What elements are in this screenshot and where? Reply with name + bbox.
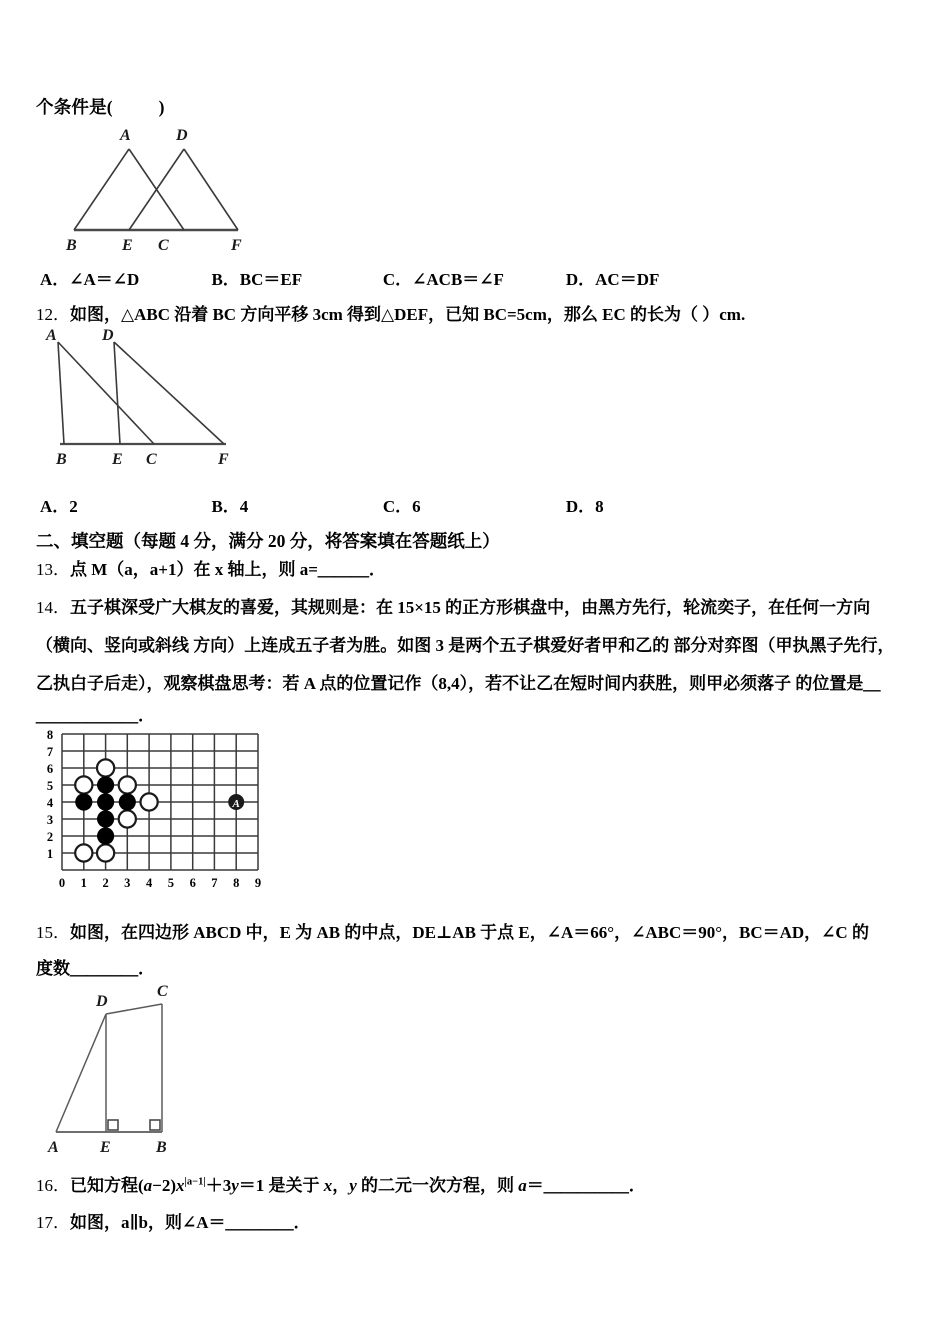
q16-part-1: 已知方程( [70, 1176, 144, 1195]
y-tick: 8 [46, 728, 54, 742]
q12-option-b[interactable] [211, 494, 382, 520]
label-B: B [156, 1139, 167, 1156]
segment-DE [114, 342, 120, 444]
two-overlapping-triangles-svg [56, 122, 266, 257]
q11-option-a[interactable] [40, 267, 211, 293]
label-D: D [102, 328, 114, 344]
white-stones-group [75, 759, 158, 861]
q16-var-x: x [176, 1176, 185, 1195]
q12-option-a[interactable] [40, 494, 211, 520]
q15-figure [30, 982, 230, 1157]
black-stone [97, 793, 114, 810]
q15-line-2: 度数＿＿＿＿． [36, 959, 155, 978]
q14-line-2: （横向、竖向或斜线 方向）上连成五子者为胜。如图 3 是两个五子棋爱好者甲和乙的 部分对弈图（甲执黑子先行， [36, 636, 895, 655]
label-C: C [157, 983, 168, 1000]
q11-option-b-key: B． [211, 270, 240, 289]
y-tick: 5 [46, 779, 54, 793]
q11-options-row [40, 267, 720, 293]
q16-part-4: ＝1 是关于 [238, 1176, 324, 1195]
q16-var-y2: y [349, 1176, 357, 1195]
label-E: E [100, 1139, 111, 1156]
q16-var-x2: x [323, 1176, 333, 1195]
label-A: A [120, 127, 131, 144]
q11-option-a-text: ∠A＝∠D [69, 270, 140, 289]
y-tick: 4 [46, 796, 54, 810]
q16-var-y: y [231, 1176, 239, 1195]
q12-option-c-text: 6 [412, 497, 421, 516]
q11-option-a-key: A． [40, 270, 70, 289]
q12-option-a-key: A． [40, 497, 70, 516]
segment-AD [56, 1014, 106, 1132]
q11-option-c-key: C． [382, 270, 413, 289]
board-x-ticks [59, 876, 261, 890]
q12-figure [36, 328, 256, 468]
q12-option-d-key: D． [565, 497, 596, 516]
q14-line-1 [36, 594, 926, 621]
q12-option-c-key: C． [382, 497, 413, 516]
marked-point-label: A [232, 798, 240, 810]
q12-option-d-text: 8 [595, 497, 604, 516]
x-tick: 1 [80, 876, 87, 890]
white-stone [75, 776, 92, 793]
q11-option-b[interactable] [211, 267, 382, 293]
q13-text: 点 M（a，a+1）在 x 轴上，则 a=＿＿＿． [70, 560, 386, 579]
x-tick: 2 [102, 876, 109, 890]
segment-AC [58, 342, 154, 444]
q16-part-5: ， [332, 1176, 350, 1195]
white-stone [97, 759, 114, 776]
q12-option-a-text: 2 [69, 497, 78, 516]
q16-part-6: 的二元一次方程，则 [356, 1176, 519, 1195]
q17-text: 如图，a∥b，则∠A＝＿＿＿＿． [70, 1213, 311, 1232]
board-y-ticks [47, 728, 54, 861]
q11-option-d-key: D． [565, 270, 596, 289]
marked-point-A [228, 794, 244, 810]
q12-stem-line [36, 301, 916, 328]
q11-option-d[interactable] [566, 267, 720, 293]
q14-text-line1: 五子棋深受广大棋友的喜爱，其规则是：在 15×15 的正方形棋盘中，由黑方先行，轮流奕子，在任何一方向 [70, 598, 871, 617]
segment-DF [184, 149, 238, 230]
q11-stem-tail-text: 个条件是( ) [36, 97, 165, 117]
q16-part-7: ＝＿＿＿＿＿． [526, 1176, 646, 1195]
q12-option-d[interactable] [566, 494, 720, 520]
y-tick: 2 [46, 830, 54, 844]
q16-var-a2: a [518, 1176, 527, 1195]
y-tick: 1 [46, 847, 54, 861]
q17-line [36, 1209, 926, 1236]
white-stone [119, 810, 136, 827]
label-F: F [218, 451, 229, 468]
label-C: C [158, 237, 169, 254]
black-stone [119, 793, 136, 810]
x-tick: 6 [189, 876, 196, 890]
q12-option-b-text: 4 [239, 497, 249, 516]
q16-part-3: ＋3 [205, 1176, 232, 1195]
q14-line-3: 乙执白子后走），观察棋盘思考：若 A 点的位置记作（8,4），若不让乙在短时间内获胜，则甲必须落子 的位置是＿ [36, 674, 881, 693]
q16-exponent: |a−1| [184, 1176, 206, 1188]
q11-figure [56, 122, 266, 257]
q13-line [36, 556, 916, 583]
x-tick: 7 [211, 876, 218, 890]
x-tick: 0 [58, 876, 66, 890]
q12-stem-text: 如图，△ABC 沿着 BC 方向平移 3cm 得到△DEF，已知 BC=5cm，那么 EC 的长为（ ）cm. [70, 305, 746, 324]
label-E: E [112, 451, 123, 468]
q14-line-4: ＿＿＿＿＿＿． [36, 706, 155, 725]
q11-option-c-text: ∠ACB＝∠F [412, 270, 504, 289]
q16-part-2: −2) [152, 1176, 177, 1195]
white-stone [75, 844, 92, 861]
section-2-heading: 二、填空题（每题 4 分，满分 20 分，将答案填在答题纸上） [36, 531, 500, 551]
black-stone [97, 776, 114, 793]
segment-DF [114, 342, 224, 444]
q15-line-1 [36, 919, 926, 946]
q14-gomoku-board-figure [36, 724, 286, 894]
q12-options-row [40, 494, 720, 520]
q17-number: 17． [36, 1213, 70, 1232]
white-stone [119, 776, 136, 793]
q12-number: 12． [36, 305, 70, 324]
q12-option-c[interactable] [383, 494, 566, 520]
y-tick: 6 [46, 762, 54, 776]
white-stone [97, 844, 114, 861]
black-stone [97, 810, 114, 827]
black-stone [97, 827, 114, 844]
label-C: C [146, 451, 157, 468]
q16-var-a: a [143, 1176, 153, 1195]
right-angle-mark-E [108, 1120, 118, 1130]
segment-BA [74, 149, 129, 230]
segment-AB [58, 342, 64, 444]
q11-option-b-text: BC＝EF [239, 270, 303, 289]
label-D: D [176, 127, 188, 144]
label-A: A [46, 328, 57, 344]
x-tick: 5 [167, 876, 175, 890]
label-F: F [231, 237, 242, 254]
label-A: A [48, 1139, 59, 1156]
q14-number: 14． [36, 598, 70, 617]
q11-stem-tail-line [36, 94, 165, 121]
y-tick: 7 [46, 745, 54, 759]
x-tick: 3 [124, 876, 131, 890]
right-angle-mark-B [150, 1120, 160, 1130]
label-E: E [122, 237, 133, 254]
q12-option-b-key: B． [211, 497, 240, 516]
gomoku-board-svg [36, 724, 286, 894]
q16-number: 16． [36, 1176, 70, 1195]
label-B: B [56, 451, 67, 468]
q11-option-d-text: AC＝DF [595, 270, 660, 289]
translated-triangle-svg [36, 328, 256, 468]
y-tick: 3 [46, 813, 54, 827]
q16-line [36, 1172, 926, 1199]
q11-option-c[interactable] [383, 267, 566, 293]
label-D: D [96, 993, 108, 1010]
quadrilateral-ABCD-svg [30, 982, 230, 1157]
x-tick: 9 [254, 876, 262, 890]
x-tick: 8 [233, 876, 240, 890]
white-stone [141, 793, 158, 810]
x-tick: 4 [145, 876, 153, 890]
q15-text-line1: 如图，在四边形 ABCD 中，E 为 AB 的中点，DE⊥AB 于点 E，∠A＝66°，∠ABC＝90°，BC＝AD，∠C 的 [70, 923, 869, 942]
segment-DC [106, 1004, 162, 1014]
q15-number: 15． [36, 923, 70, 942]
q13-number: 13． [36, 560, 70, 579]
label-B: B [66, 237, 77, 254]
black-stone [75, 793, 92, 810]
